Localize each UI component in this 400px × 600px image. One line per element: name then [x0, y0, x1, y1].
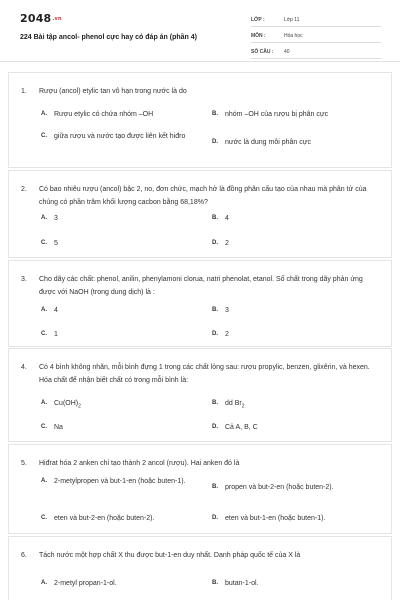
option-text [54, 131, 194, 142]
answer-option[interactable] [212, 329, 372, 341]
question-text: Có 4 bình không nhãn, mỗi bình đựng 1 trong các chất lỏng sau: rượu propylic, benzen, glixêrin, và hexen. Hóa chất để nhận biết chất có trong mỗi bình là: [39, 364, 370, 384]
option-text [225, 305, 365, 316]
answer-option[interactable] [41, 476, 201, 500]
option-text [225, 513, 365, 524]
option-key: D. [212, 424, 218, 430]
option-text-main: 3 [54, 215, 58, 222]
option-text-main: nước là dung môi phân cực [225, 139, 311, 146]
option-key: B. [212, 215, 218, 221]
option-text [225, 137, 365, 148]
option-text [54, 476, 194, 487]
question-text: Tách nước một hợp chất X thu được but-1-en duy nhất. Danh pháp quốc tế của X là [39, 552, 301, 559]
option-text [225, 213, 365, 224]
option-key: D. [212, 139, 218, 145]
option-text-main: 4 [54, 307, 58, 314]
question-text: Cho dãy các chất: phenol, anilin, phenylamoni clorua, natri phenolat, etanol. Số chất trong dãy phản ứng được với NaOH (trong dung dịch) là : [39, 276, 363, 296]
option-text [54, 398, 194, 412]
option-text-main: 4 [225, 215, 229, 222]
info-label: MÔN : [251, 33, 266, 39]
site-logo[interactable] [20, 12, 62, 25]
option-key: B. [212, 400, 218, 406]
question-card [8, 260, 392, 347]
option-key: C. [41, 240, 47, 246]
option-text [225, 482, 365, 493]
info-panel [251, 14, 381, 62]
option-key: B. [212, 580, 218, 586]
option-text [225, 329, 365, 340]
option-text-main: eten và but-2-en (hoặc buten-2). [54, 515, 155, 522]
info-row-count [251, 46, 381, 59]
question-number: 4. [21, 364, 27, 371]
option-key: A. [41, 215, 47, 221]
option-text [225, 578, 365, 589]
option-text-main: butan-1-ol. [225, 580, 259, 587]
answer-option[interactable] [212, 213, 372, 225]
option-key: A. [41, 400, 47, 406]
option-subscript: 2 [78, 403, 81, 410]
info-value: Hóa học [284, 33, 303, 39]
question-text: Rượu (ancol) etylic tan vô hạn trong nước là do [39, 88, 187, 95]
answer-option[interactable] [41, 213, 201, 225]
question-number: 5. [21, 460, 27, 467]
option-text-main: eten và but-1-en (hoặc buten-1). [225, 515, 326, 522]
answer-option[interactable] [212, 398, 372, 410]
info-value: 40 [284, 49, 290, 55]
answer-option[interactable] [41, 398, 201, 410]
option-text [225, 238, 365, 249]
option-text [54, 513, 194, 524]
option-text [54, 305, 194, 316]
option-text [225, 109, 365, 120]
question-number: 1. [21, 88, 27, 95]
option-text-main: 5 [54, 240, 58, 247]
option-key: D. [212, 515, 218, 521]
option-text-main: 2-metylpropen và but-1-en (hoặc buten-1). [54, 478, 186, 485]
question-card [8, 444, 392, 534]
question-card [8, 170, 392, 258]
answer-option[interactable] [41, 422, 201, 434]
option-text-main: 2 [225, 331, 229, 338]
option-key: A. [41, 307, 47, 313]
option-text-main: 2 [225, 240, 229, 247]
option-text [225, 398, 365, 412]
answer-option[interactable] [41, 109, 201, 121]
question-text: Có bao nhiêu rượu (ancol) bậc 2, no, đơn chức, mạch hở là đồng phân cấu tạo của nhau mà phân tử của chúng có phần trăm khối lượng cacbon bằng 68,18%? [39, 186, 367, 206]
option-text [54, 238, 194, 249]
option-key: C. [41, 424, 47, 430]
option-text-main: Rượu etylic có chứa nhóm –OH [54, 111, 154, 118]
option-text-main: Cả A, B, C [225, 424, 258, 431]
page-title: 224 Bài tập ancol- phenol cực hay có đáp án (phần 4) [20, 34, 197, 41]
answer-option[interactable] [41, 238, 201, 250]
info-value: Lớp 11 [284, 17, 300, 23]
option-text [54, 109, 194, 120]
answer-option[interactable] [41, 305, 201, 317]
option-text [54, 329, 194, 340]
answer-option[interactable] [41, 578, 201, 590]
answer-option[interactable] [41, 131, 201, 155]
option-key: A. [41, 478, 47, 484]
question-number: 3. [21, 276, 27, 283]
logo-text: 2048 [20, 12, 52, 25]
info-row-subject [251, 30, 381, 43]
option-text-main: nhóm –OH của rượu bị phân cực [225, 111, 329, 118]
option-text-main: 1 [54, 331, 58, 338]
option-text [54, 578, 194, 589]
option-text-main: propen và but-2-en (hoặc buten-2). [225, 484, 334, 491]
info-label: LỚP : [251, 17, 265, 23]
page-header [0, 0, 400, 62]
answer-option[interactable] [212, 238, 372, 250]
answer-option[interactable] [41, 329, 201, 341]
question-text: Hiđrat hóa 2 anken chỉ tạo thành 2 ancol (rượu). Hai anken đó là [39, 460, 240, 467]
option-key: C. [41, 133, 47, 139]
question-card [8, 348, 392, 442]
answer-option[interactable] [41, 513, 201, 525]
answer-option[interactable] [212, 422, 372, 434]
option-text [54, 213, 194, 224]
option-text-main: dd Br [225, 400, 242, 407]
info-label: SỐ CÂU : [251, 49, 274, 55]
answer-option[interactable] [212, 109, 372, 121]
answer-option[interactable] [212, 131, 372, 155]
answer-option[interactable] [212, 305, 372, 317]
question-card [8, 72, 392, 168]
option-key: C. [41, 331, 47, 337]
option-text-main: Na [54, 424, 63, 431]
option-text [225, 422, 365, 433]
option-text-main: 3 [225, 307, 229, 314]
option-text-main: 2-metyl propan-1-ol. [54, 580, 117, 587]
option-text-main: giữa rượu và nước tạo được liên kết hiđro [54, 133, 186, 140]
option-key: A. [41, 580, 47, 586]
option-key: D. [212, 240, 218, 246]
option-key: D. [212, 331, 218, 337]
question-number: 2. [21, 186, 27, 193]
option-key: A. [41, 111, 47, 117]
question-card [8, 536, 392, 600]
answer-option[interactable] [212, 476, 372, 500]
option-text-main: Cu(OH) [54, 400, 79, 407]
option-subscript: 2 [241, 403, 245, 410]
option-key: B. [212, 111, 218, 117]
logo-suffix: .vn [52, 16, 62, 22]
option-key: C. [41, 515, 47, 521]
answer-option[interactable] [212, 578, 372, 590]
answer-option[interactable] [212, 513, 372, 525]
info-row-grade [251, 14, 381, 27]
option-key: B. [212, 484, 218, 490]
question-number: 6. [21, 552, 27, 559]
option-text [54, 422, 194, 433]
option-key: B. [212, 307, 218, 313]
